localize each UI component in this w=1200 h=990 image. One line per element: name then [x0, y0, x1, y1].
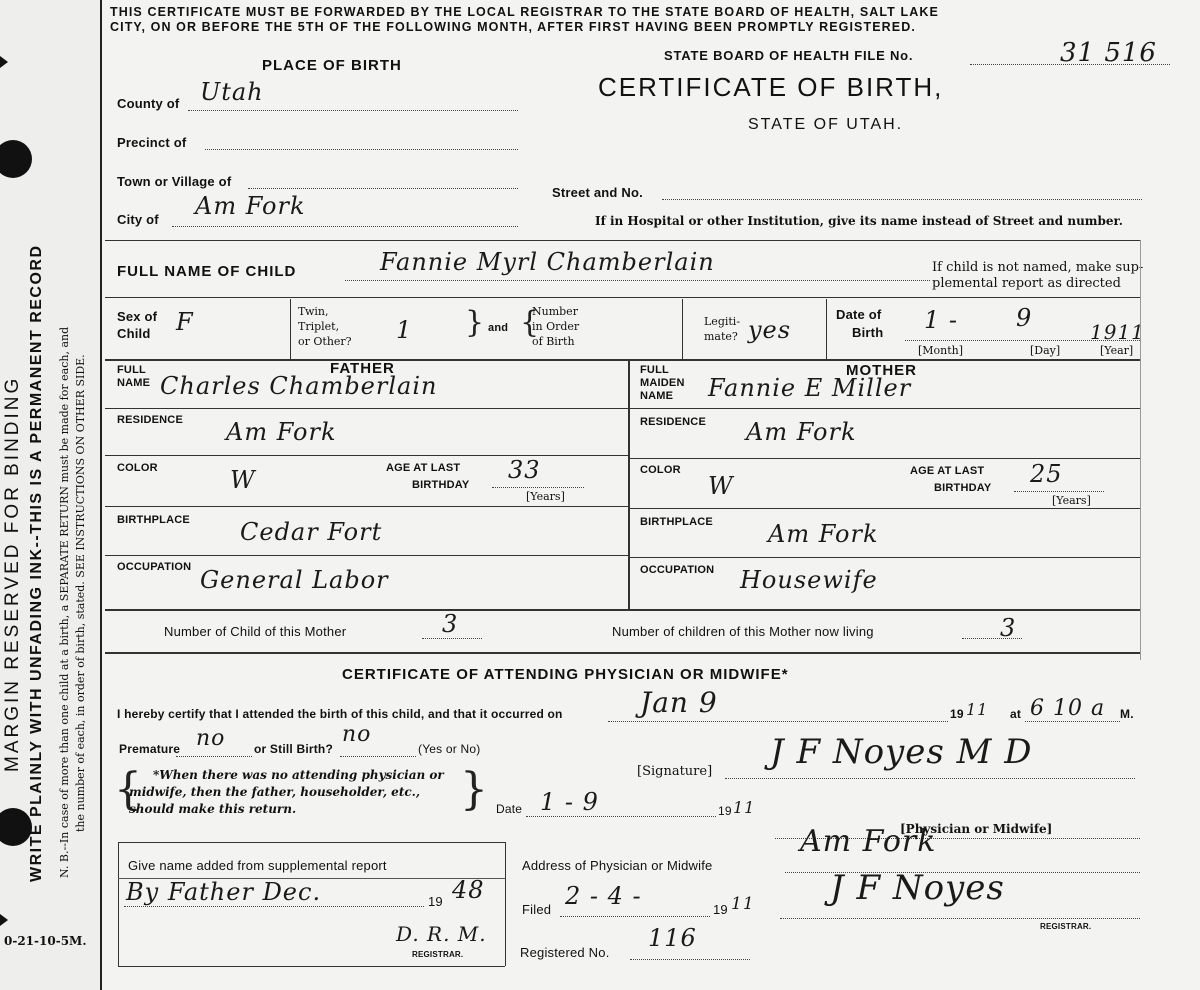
sex-label-1: Sex of — [117, 309, 158, 324]
father-rule-4 — [105, 555, 628, 556]
filed-label: Filed — [522, 902, 552, 917]
birth-year-value: 1911 — [1090, 320, 1145, 344]
children-living-value: 3 — [1000, 614, 1017, 642]
birth-date-label-1: Date of — [836, 307, 882, 322]
city-value: Am Fork — [195, 192, 306, 220]
mother-occupation-label: OCCUPATION — [640, 564, 715, 576]
not-named-note-1: If child is not named, make sup- — [932, 260, 1144, 275]
physician-note-2: midwife, then the father, householder, etc., — [129, 785, 421, 799]
father-heading: FATHER — [330, 360, 395, 377]
supplemental-value: By Father Dec. — [126, 878, 322, 906]
occurred-year-prefix: 19 — [950, 707, 964, 721]
precinct-line — [205, 149, 518, 150]
file-number-value: 31 516 — [1060, 38, 1157, 68]
legit-value: yes — [748, 316, 792, 344]
city-line — [172, 226, 518, 227]
registrar-signature: J F Noyes — [830, 868, 1005, 908]
physician-date-year-value: 11 — [733, 798, 756, 817]
signature-line — [725, 778, 1135, 779]
nb-instructions-1: N. B.--In case of more than one child at a birth, a SEPARATE RETURN must be made for each, and — [58, 326, 71, 878]
supplemental-right-border — [505, 842, 506, 966]
year-caption: [Year] — [1100, 344, 1134, 357]
supplemental-registrar-label: REGISTRAR. — [412, 950, 464, 959]
mother-full-label: FULL — [640, 364, 669, 376]
child-number-value: 3 — [442, 610, 459, 638]
sex-value: F — [176, 308, 194, 336]
mother-birthplace-label: BIRTHPLACE — [640, 516, 713, 528]
physician-note-3: should make this return. — [129, 802, 297, 816]
legit-divider — [826, 299, 827, 359]
yes-or-no-hint: (Yes or No) — [418, 742, 481, 756]
at-label: at — [1010, 707, 1022, 721]
stillbirth-label: or Still Birth? — [254, 742, 333, 756]
registered-number-label: Registered No. — [520, 945, 610, 960]
note-bracket-right: } — [460, 764, 488, 815]
father-color-value: W — [230, 466, 256, 494]
margin-arrow-bottom — [0, 914, 8, 926]
birth-month-value: 1 - — [924, 306, 959, 334]
filed-year-value: 11 — [731, 894, 755, 914]
day-caption: [Day] — [1030, 344, 1061, 357]
mother-heading: MOTHER — [846, 362, 917, 379]
child-name-label: FULL NAME OF CHILD — [117, 263, 297, 280]
certify-statement: I hereby certify that I attended the birth of this child, and that it occurred on — [117, 707, 563, 721]
filed-line — [560, 916, 710, 917]
children-living-label: Number of children of this Mother now living — [612, 624, 874, 639]
right-border — [1140, 240, 1141, 660]
twin-bracket: } — [465, 305, 485, 340]
mother-rule-4 — [628, 557, 1140, 558]
mother-rule-3 — [628, 508, 1140, 509]
file-number-label: STATE BOARD OF HEALTH FILE No. — [664, 48, 914, 63]
father-residence-value: Am Fork — [226, 418, 337, 446]
father-full-label: FULL — [117, 364, 146, 376]
town-line — [248, 188, 518, 189]
margin-divider — [100, 0, 102, 990]
mother-age-value: 25 — [1030, 460, 1063, 488]
premature-line — [176, 756, 252, 757]
premature-label: Premature — [119, 742, 181, 756]
twin-label-2: Triplet, — [298, 320, 340, 333]
mother-maiden-label: MAIDEN — [640, 377, 685, 389]
father-occupation-value: General Labor — [200, 566, 389, 594]
father-age-label-1: AGE AT LAST — [386, 462, 461, 474]
street-label: Street and No. — [552, 185, 643, 200]
filed-value: 2 - 4 - — [565, 882, 642, 910]
father-age-line — [492, 487, 584, 488]
nb-instructions-2: the number of each, in order of birth, stated. SEE INSTRUCTIONS ON OTHER SIDE. — [74, 354, 87, 832]
order-label-2: in Order — [532, 320, 580, 333]
mother-name-value: Fannie E Miller — [708, 374, 912, 402]
supplemental-year-value: 48 — [452, 876, 485, 904]
form-code: 0-21-10-5M. — [4, 934, 87, 948]
registered-number-value: 116 — [648, 924, 697, 952]
occurred-year-value: 11 — [966, 700, 989, 719]
child-details-top-rule — [105, 297, 1140, 298]
month-caption: [Month] — [918, 344, 964, 357]
supplemental-line — [124, 906, 424, 907]
mother-age-line — [1014, 491, 1104, 492]
mother-residence-label: RESIDENCE — [640, 416, 706, 428]
signature-label: [Signature] — [637, 764, 713, 779]
forwarding-notice-line-1: THIS CERTIFICATE MUST BE FORWARDED BY THE LOCAL REGISTRAR TO THE STATE BOARD OF HEALTH, SALT LAKE — [110, 5, 939, 19]
mother-age-label-1: AGE AT LAST — [910, 465, 985, 477]
street-line — [662, 199, 1142, 200]
state-subtitle: STATE OF UTAH. — [748, 116, 904, 133]
father-rule-3 — [105, 506, 628, 507]
not-named-note-2: plemental report as directed — [932, 276, 1121, 291]
sex-label-2: Child — [117, 326, 151, 341]
time-value: 6 10 a — [1030, 696, 1106, 721]
child-top-rule — [105, 240, 1140, 241]
twin-value: 1 — [396, 316, 413, 344]
city-label: City of — [117, 212, 159, 227]
father-name-value: Charles Chamberlain — [160, 372, 438, 400]
father-residence-label: RESIDENCE — [117, 414, 183, 426]
father-rule-1 — [105, 408, 628, 409]
father-age-label-2: BIRTHDAY — [412, 479, 470, 491]
order-label-3: of Birth — [532, 335, 575, 348]
birth-date-line — [905, 340, 1140, 341]
physician-note-1: *When there was no attending physician or — [153, 768, 444, 782]
hospital-note: If in Hospital or other Institution, give its name instead of Street and number. — [595, 214, 1123, 228]
child-name-value: Fannie Myrl Chamberlain — [380, 248, 715, 276]
father-occupation-label: OCCUPATION — [117, 561, 192, 573]
time-line — [1025, 721, 1120, 722]
address-label: Address of Physician or Midwife — [522, 858, 713, 873]
county-line — [188, 110, 518, 111]
legit-label-1: Legiti- — [704, 315, 741, 328]
forwarding-notice-line-2: CITY, ON OR BEFORE THE 5TH OF THE FOLLOWING MONTH, AFTER FIRST HAVING BEEN PROMPTLY REGISTERED. — [110, 20, 916, 34]
legit-label-2: mate? — [704, 330, 738, 343]
supplemental-bottom-rule — [118, 966, 505, 967]
margin-arrow-top — [0, 56, 8, 68]
physician-role-caption: [Physician or Midwife] — [900, 822, 1053, 836]
supplemental-left-border — [118, 842, 119, 966]
mother-name-label: NAME — [640, 390, 674, 402]
twin-label-3: or Other? — [298, 335, 352, 348]
note-bracket-left: { — [114, 764, 142, 815]
occurred-line — [608, 721, 948, 722]
father-birthplace-label: BIRTHPLACE — [117, 514, 190, 526]
supplemental-year-prefix: 19 — [428, 894, 443, 909]
county-value: Utah — [200, 78, 264, 106]
birth-date-label-2: Birth — [852, 325, 884, 340]
mother-color-label: COLOR — [640, 464, 681, 476]
father-birthplace-value: Cedar Fort — [240, 518, 383, 546]
registered-number-line — [630, 959, 750, 960]
order-divider — [682, 299, 683, 359]
county-label: County of — [117, 96, 180, 111]
mother-years-caption: [Years] — [1052, 494, 1091, 507]
parents-divider — [628, 359, 630, 609]
permanent-record-text: WRITE PLAINLY WITH UNFADING INK--THIS IS A PERMANENT RECORD — [28, 244, 45, 882]
father-age-value: 33 — [508, 456, 541, 484]
physician-date-value: 1 - 9 — [540, 788, 599, 816]
stillbirth-line — [340, 756, 416, 757]
supplemental-heading: Give name added from supplemental report — [128, 858, 387, 873]
father-name-label: NAME — [117, 377, 151, 389]
order-label-1: Number — [532, 305, 578, 318]
parents-bottom-rule — [105, 609, 1140, 611]
mother-age-label-2: BIRTHDAY — [934, 482, 992, 494]
twin-label-1: Twin, — [298, 305, 329, 318]
stillbirth-value: no — [342, 722, 372, 747]
binding-reserved-text: MARGIN RESERVED FOR BINDING — [2, 375, 23, 772]
mother-residence-value: Am Fork — [746, 418, 857, 446]
child-name-line — [345, 280, 930, 281]
mother-rule-1 — [628, 408, 1140, 409]
child-number-label: Number of Child of this Mother — [164, 624, 347, 639]
signature-value: J F Noyes M D — [770, 732, 1033, 772]
father-rule-2 — [105, 455, 628, 456]
certificate-title: CERTIFICATE OF BIRTH, — [598, 72, 944, 102]
father-years-caption: [Years] — [526, 490, 565, 503]
child-number-line — [422, 638, 482, 639]
mother-birthplace-value: Am Fork — [768, 520, 879, 548]
and-label: and — [488, 322, 509, 334]
filed-year-prefix: 19 — [713, 902, 728, 917]
registrar-label: REGISTRAR. — [1040, 922, 1092, 931]
physician-date-line — [526, 816, 716, 817]
father-color-label: COLOR — [117, 462, 158, 474]
lower-top-rule — [118, 842, 505, 843]
mother-color-value: W — [708, 472, 734, 500]
physician-date-year-prefix: 19 — [718, 804, 732, 818]
m-label: M. — [1120, 707, 1134, 721]
physician-top-rule — [105, 652, 1140, 654]
sex-divider — [290, 299, 291, 359]
supplemental-registrar-initials: D. R. M. — [396, 922, 487, 946]
physician-heading: CERTIFICATE OF ATTENDING PHYSICIAN OR MIDWIFE* — [342, 666, 789, 683]
registrar-signature-line — [780, 918, 1140, 919]
mother-occupation-value: Housewife — [740, 566, 878, 594]
place-of-birth-heading: PLACE OF BIRTH — [262, 57, 402, 74]
order-bracket: { — [520, 305, 540, 340]
precinct-label: Precinct of — [117, 135, 187, 150]
physician-date-label: Date — [496, 802, 523, 816]
address-value: Am Fork — [800, 824, 937, 859]
premature-value: no — [196, 726, 226, 751]
mother-rule-2 — [628, 458, 1140, 459]
birth-day-value: 9 — [1016, 304, 1033, 332]
parents-top-rule — [105, 359, 1140, 361]
town-label: Town or Village of — [117, 174, 232, 189]
occurred-value: Jan 9 — [640, 686, 718, 719]
